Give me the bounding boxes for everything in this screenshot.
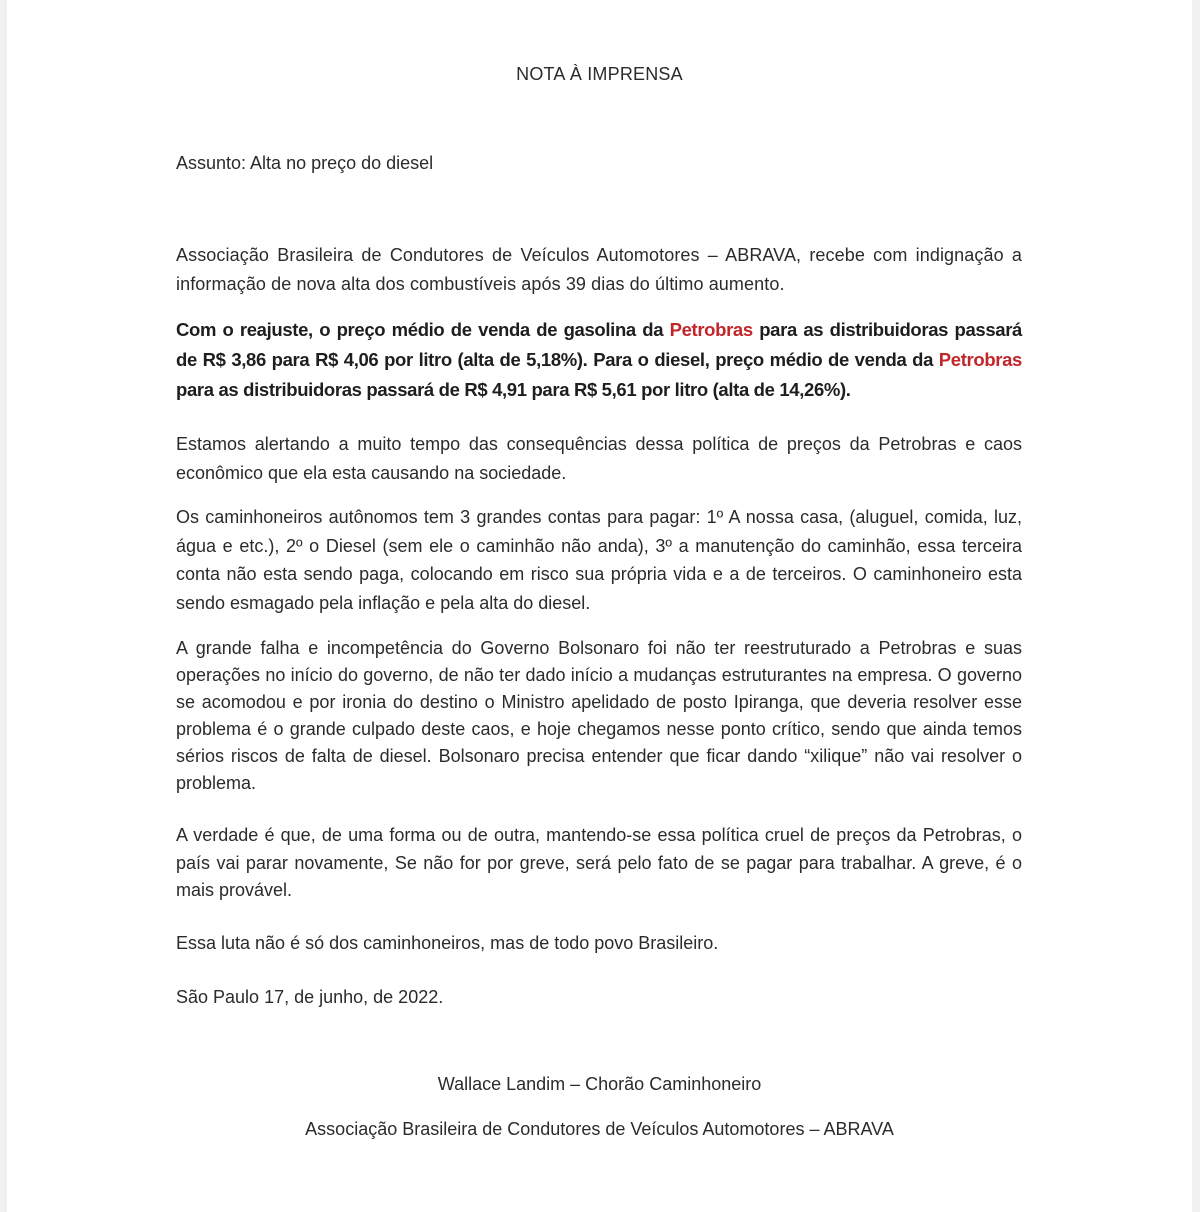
paragraph-warning: Estamos alertando a muito tempo das consequências dessa política de preços da Petrobras e caos econômico que ela esta causando na sociedade. [176, 434, 1022, 483]
signature-organization: Associação Brasileira de Condutores de Veículos Automotores – ABRAVA [305, 1119, 894, 1139]
paragraph-intro: Associação Brasileira de Condutores de Veículos Automotores – ABRAVA, recebe com indignação a informação de nova alta dos combustíveis após 39 dias do último aumento. [176, 245, 1022, 294]
petrobras-highlight: Petrobras [669, 319, 753, 340]
prices-text-2: para as distribuidoras passará de R$ 3,86 para R$ 4,06 por litro (alta de 5,18%). Para o diesel, preço médio de venda da [176, 319, 1022, 370]
paragraph-prices [176, 315, 1022, 405]
prices-text-3: para as distribuidoras passará de R$ 4,91 para R$ 5,61 por litro (alta de 14,26%). [176, 379, 851, 400]
prices-text-1: Com o reajuste, o preço médio de venda de gasolina da [176, 319, 670, 340]
document-title: NOTA À IMPRENSA [516, 64, 683, 84]
paragraph-truckers: Os caminhoneiros autônomos tem 3 grandes contas para pagar: 1º A nossa casa, (aluguel, comida, luz, água e etc.), 2º o Diesel (sem ele o caminhão não anda), 3º a manutenção do caminhão, essa terceira conta não esta sendo paga, colocando em risco sua própria vida e a de terceiros. O caminhoneiro esta sendo esmagado pela inflação e pela alta do diesel. [176, 507, 1022, 613]
paragraph-government: A grande falha e incompetência do Governo Bolsonaro foi não ter reestruturado a Petrobras e suas operações no início do governo, de não ter dado início a mudanças estruturantes na empresa. O governo se acomodou e por ironia do destino o Ministro apelidado de posto Ipiranga, que deveria resolver esse problema é o grande culpado deste caos, e hoje chegamos nesse ponto crítico, sendo que ainda temos sérios riscos de falta de diesel. Bolsonaro precisa entender que ficar dando “xilique” não vai resolver o problema. [176, 638, 1022, 793]
petrobras-highlight: Petrobras [938, 349, 1022, 370]
document-page [7, 0, 1192, 1212]
signature-name: Wallace Landim – Chorão Caminhoneiro [437, 1074, 762, 1094]
document-date: São Paulo 17, de junho, de 2022. [176, 987, 444, 1007]
paragraph-struggle: Essa luta não é só dos caminhoneiros, mas de todo povo Brasileiro. [176, 933, 719, 953]
paragraph-truth: A verdade é que, de uma forma ou de outra, mantendo-se essa política cruel de preços da Petrobras, o país vai parar novamente, Se não for por greve, será pelo fato de se pagar para trabalhar. A greve, é o mais provável. [176, 825, 1022, 900]
document-subject: Assunto: Alta no preço do diesel [176, 153, 434, 173]
